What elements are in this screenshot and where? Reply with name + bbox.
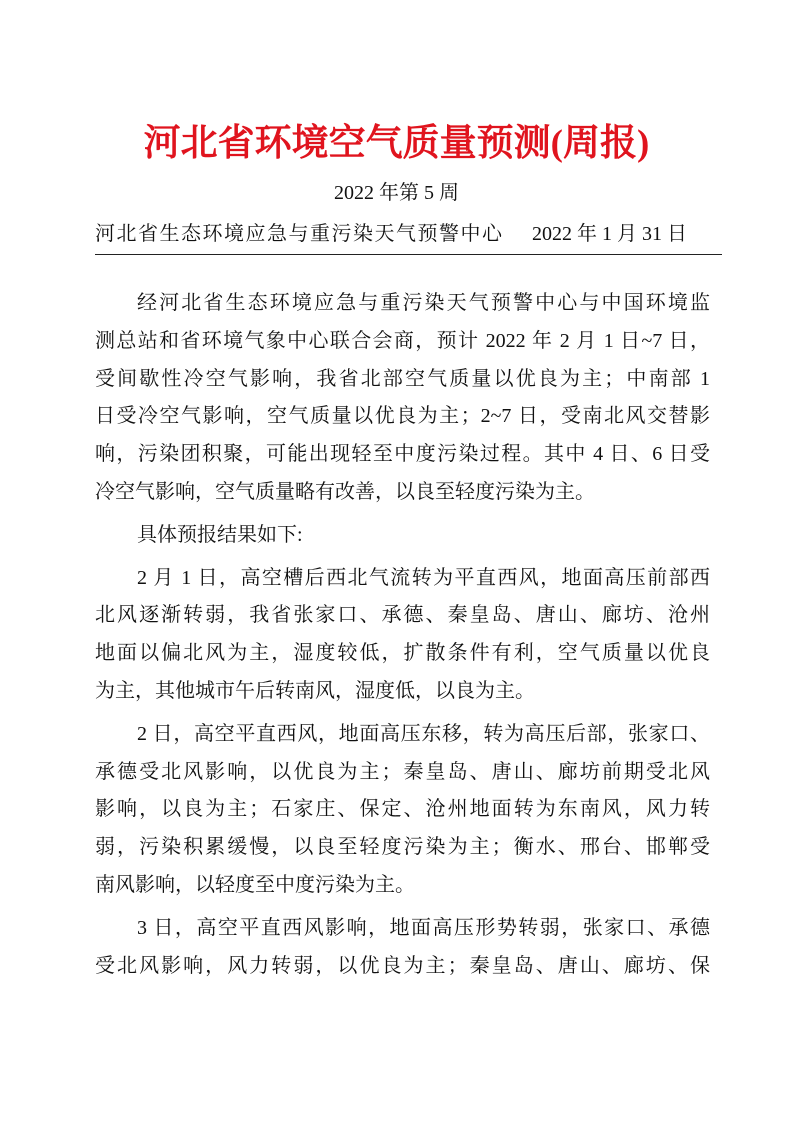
text-line: 承德受北风影响，以优良为主；秦皇岛、唐山、廊坊前期受北风: [95, 760, 710, 783]
text-line: 南风影响，以轻度至中度污染为主。: [95, 873, 415, 896]
text-line: 具体预报结果如下:: [137, 523, 303, 546]
text-line: 受北风影响，风力转弱，以优良为主；秦皇岛、唐山、廊坊、保: [95, 954, 710, 977]
week-label: 2022 年第 5 周: [334, 182, 459, 204]
text-line: 影响，以良为主；石家庄、保定、沧州地面转为东南风，风力转: [95, 798, 710, 821]
text-line: 地面以偏北风为主，湿度较低，扩散条件有利，空气质量以优良: [95, 642, 710, 665]
text-line: 2 日，高空平直西风，地面高压东移，转为高压后部，张家口、: [137, 722, 710, 745]
document-title: 河北省环境空气质量预测(周报): [143, 123, 650, 164]
issue-date: 2022 年 1 月 31 日: [532, 223, 687, 245]
paragraph: [95, 285, 710, 512]
text-line: 冷空气影响，空气质量略有改善，以良至轻度污染为主。: [95, 480, 595, 503]
paragraph: [95, 910, 710, 986]
text-line: 弱，污染积累缓慢，以良至轻度污染为主；衡水、邢台、邯郸受: [95, 836, 710, 859]
text-line: 3 日，高空平直西风影响，地面高压形势转弱，张家口、承德: [137, 916, 710, 939]
text-line: 北风逐渐转弱，我省张家口、承德、秦皇岛、唐山、廊坊、沧州: [95, 604, 710, 627]
paragraph: [95, 560, 710, 711]
paragraph: [95, 517, 710, 555]
document-body: [95, 285, 710, 990]
text-line: 经河北省生态环境应急与重污染天气预警中心与中国环境监: [137, 292, 710, 314]
text-line: 日受冷空气影响，空气质量以优良为主；2~7 日，受南北风交替影: [95, 405, 710, 428]
text-line: 受间歇性冷空气影响，我省北部空气质量以优良为主；中南部 1: [95, 367, 710, 390]
text-line: 响，污染团积聚，可能出现轻至中度污染过程。其中 4 日、6 日受: [95, 443, 710, 466]
text-line: 为主，其他城市午后转南风，湿度低，以良为主。: [95, 679, 535, 702]
text-line: 测总站和省环境气象中心联合会商，预计 2022 年 2 月 1 日~7 日，: [95, 329, 710, 352]
issuer: 河北省生态环境应急与重污染天气预警中心: [95, 223, 504, 245]
header-divider: [95, 254, 722, 255]
paragraph: [95, 716, 710, 905]
text-line: 2 月 1 日，高空槽后西北气流转为平直西风，地面高压前部西: [137, 566, 710, 589]
